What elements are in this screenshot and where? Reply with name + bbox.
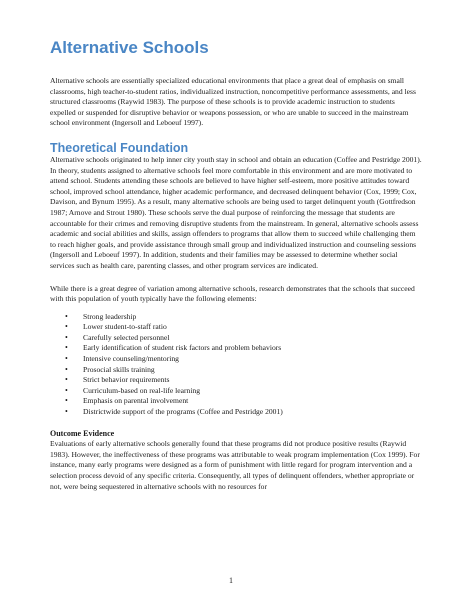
page-number: 1	[229, 576, 233, 585]
theory-paragraph: Alternative schools originated to help inner city youth stay in school and obtain an education (Coffee and Pestridge 2001). In theory, students assigned to alternative schools feel more comfortable in this environment and are more motivated to attend school. Students attending these schools are believed to have higher self-esteem, more positive attitudes toward school, improved school attendance, higher academic performance, and decreased delinquent behavior (Cox, 1999; Cox, Davison, and Bynum 1995). As a result, many alternative schools are being used to target delinquent youth (Gottfredson 1987; Arnove and Strout 1980). These schools serve the dual purpose of reinforcing the message that students are accountable for their crimes and removing disruptive students from the mainstream. In general, alternative schools assess academic and social abilities and skills, assign offenders to programs that allow them to succeed while challenging them to reach higher goals, and provide assistance through small group and individualized instruction and counseling sessions (Ingersoll and Leboeuf 1997). In addition, students and their families may be assessed to determine whether social services such as health care, parenting classes, and other program services are indicated.	[50, 154, 422, 270]
outcome-paragraph: Evaluations of early alternative schools generally found that these programs did not produce positive results (Raywid 1983). However, the ineffectiveness of these programs was attributable to weak program implementation (Cox 1999). For instance, many early programs were designed as a form of punishment with little regard for program intervention and a selection process devoid of any specific criteria. Consequently, all types of delinquent offenders, whether appropriate or not, were being sequestered in alternative schools with no resources for	[50, 439, 420, 491]
page-title: Alternative Schools	[50, 38, 209, 57]
outcome-subheading: Outcome Evidence	[50, 428, 115, 438]
list-item: • Strong leadership	[75, 312, 422, 323]
list-item: • Districtwide support of the programs (Coffee and Pestridge 2001)	[75, 407, 422, 418]
list-item: • Carefully selected personnel	[75, 333, 422, 344]
elements-list	[50, 312, 422, 418]
list-item: • Curriculum-based on real-life learning	[75, 386, 422, 397]
intro-paragraph: Alternative schools are essentially specialized educational environments that place a great deal of emphasis on small classrooms, high teacher-to-student ratios, individualized instruction, noncompetitive performance assessments, and less structured classrooms (Raywid 1983). The purpose of these schools is to provide academic instruction to students expelled or suspended for disruptive behavior or weapons possession, or who are unable to succeed in the mainstream school environment (Ingersoll and Leboeuf 1997).	[50, 76, 416, 128]
list-item: • Lower student-to-staff ratio	[75, 322, 422, 333]
elements-lead-paragraph: While there is a great degree of variation among alternative schools, research demonstrates that the schools that succeed with this population of youth typically have the following elements:	[50, 283, 415, 304]
list-item: • Strict behavior requirements	[75, 375, 422, 386]
section-heading: Theoretical Foundation	[50, 140, 189, 155]
list-item: • Prosocial skills training	[75, 365, 422, 376]
list-item: • Intensive counseling/mentoring	[75, 354, 422, 365]
list-item: • Emphasis on parental involvement	[75, 396, 422, 407]
list-item: • Early identification of student risk factors and problem behaviors	[75, 343, 422, 354]
